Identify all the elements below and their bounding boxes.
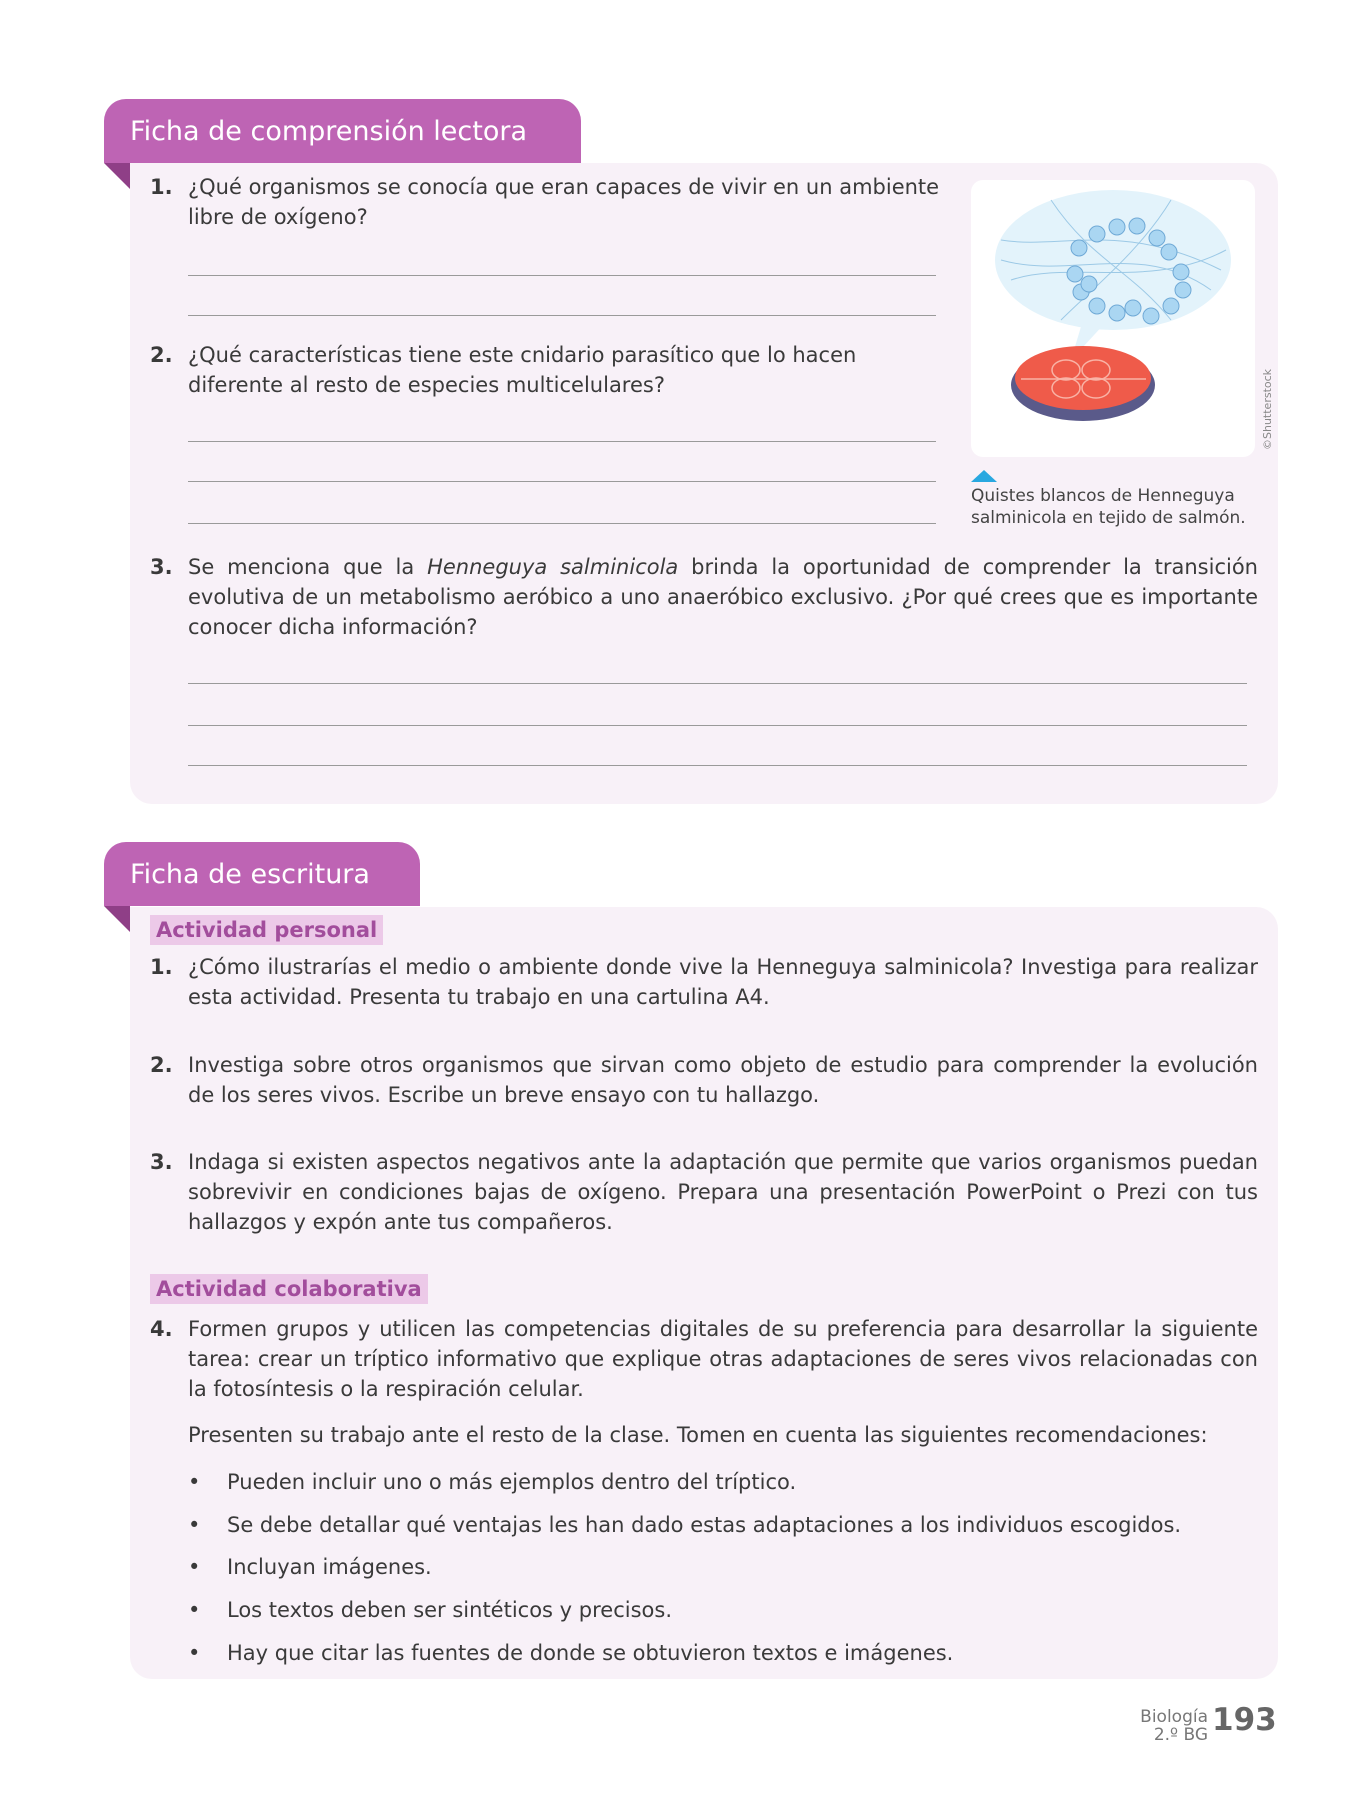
question-text-part: Se menciona que la — [188, 555, 428, 579]
answer-line[interactable] — [188, 441, 936, 442]
answer-line[interactable] — [188, 765, 1247, 766]
photo-credit: ©Shutterstock — [1261, 368, 1274, 450]
bullet-icon: • — [188, 1555, 201, 1579]
question-text: ¿Qué organismos se conocía que eran capaces de vivir en un ambiente libre de oxígeno? — [188, 175, 940, 229]
item-text: Investiga sobre otros organismos que sirvan como objeto de estudio para comprender la evolución de los seres vivos. Escribe un breve ensayo con tu hallazgo. — [188, 1053, 1258, 1107]
bullet-icon: • — [188, 1470, 201, 1494]
figure-caption: Quistes blancos de Henneguya salminicola en tejido de salmón. — [971, 486, 1246, 528]
recommendation-item: Incluyan imágenes. — [227, 1555, 432, 1579]
item-text: Indaga si existen aspectos negativos ante la adaptación que permite que varios organismos puedan sobrevivir en condiciones bajas de oxígeno. Prepara una presentación PowerPoint o Prezi con tus hallazgos y expón ante tus compañeros. — [188, 1150, 1258, 1234]
question-text-part: brinda la oportunidad de comprender la transición evolutiva de un metabolismo aeróbico a uno anaeróbico exclusivo. ¿Por qué crees que es importante conocer dicha información? — [188, 555, 1258, 639]
answer-line[interactable] — [188, 523, 936, 524]
answer-line[interactable] — [188, 315, 936, 316]
collaborative-activity-label: Actividad colaborativa — [150, 1274, 428, 1304]
item-number: 1. — [150, 955, 173, 979]
recommendation-item: Pueden incluir uno o más ejemplos dentro del tríptico. — [227, 1470, 797, 1494]
species-name: Henneguya salminicola — [427, 555, 679, 579]
bullet-icon: • — [188, 1641, 201, 1665]
item-text: ¿Cómo ilustrarías el medio o ambiente donde vive la Henneguya salminicola? Investiga para realizar esta actividad. Presenta tu trabajo en una cartulina A4. — [188, 955, 1258, 1009]
question-number: 1. — [150, 175, 173, 199]
recommendation-item: Los textos deben ser sintéticos y precisos. — [227, 1598, 672, 1622]
tab-fold — [104, 906, 130, 932]
bullet-icon: • — [188, 1513, 201, 1537]
question-text: ¿Qué características tiene este cnidario parasítico que lo hacen diferente al resto de especies multicelulares? — [188, 343, 857, 397]
caption-triangle-icon — [971, 470, 997, 482]
answer-line[interactable] — [188, 725, 1247, 726]
salmon-cyst-illustration — [971, 180, 1255, 457]
item-number: 4. — [150, 1317, 173, 1341]
bullet-icon: • — [188, 1598, 201, 1622]
answer-line[interactable] — [188, 683, 1247, 684]
page-number: 193 — [1212, 1702, 1277, 1738]
recommendations-intro: Presenten su trabajo ante el resto de la clase. Tomen en cuenta las siguientes recomendaciones: — [188, 1423, 1208, 1447]
subject-name: Biología — [1140, 1707, 1208, 1727]
section-title-reading: Ficha de comprensión lectora — [104, 99, 581, 163]
answer-line[interactable] — [188, 481, 936, 482]
question-text — [188, 552, 1258, 642]
recommendation-item: Hay que citar las fuentes de donde se obtuvieron textos e imágenes. — [227, 1641, 954, 1665]
question-number: 2. — [150, 343, 173, 367]
section-title-writing: Ficha de escritura — [104, 842, 420, 906]
question-number: 3. — [150, 555, 173, 579]
recommendation-item: Se debe detallar qué ventajas les han dado estas adaptaciones a los individuos escogidos. — [227, 1513, 1182, 1537]
personal-activity-label: Actividad personal — [150, 915, 383, 945]
answer-line[interactable] — [188, 275, 936, 276]
tab-fold — [104, 163, 130, 189]
item-text: Formen grupos y utilicen las competencias digitales de su preferencia para desarrollar la siguiente tarea: crear un tríptico informativo que explique otras adaptaciones de seres vivos relacionadas con la fotosíntesis o la respiración celular. — [188, 1317, 1258, 1401]
footer-subject — [1140, 1708, 1208, 1744]
item-number: 2. — [150, 1053, 173, 1077]
figure-salmon-cysts — [971, 180, 1255, 457]
grade-level: 2.º BG — [1153, 1725, 1208, 1745]
item-number: 3. — [150, 1150, 173, 1174]
